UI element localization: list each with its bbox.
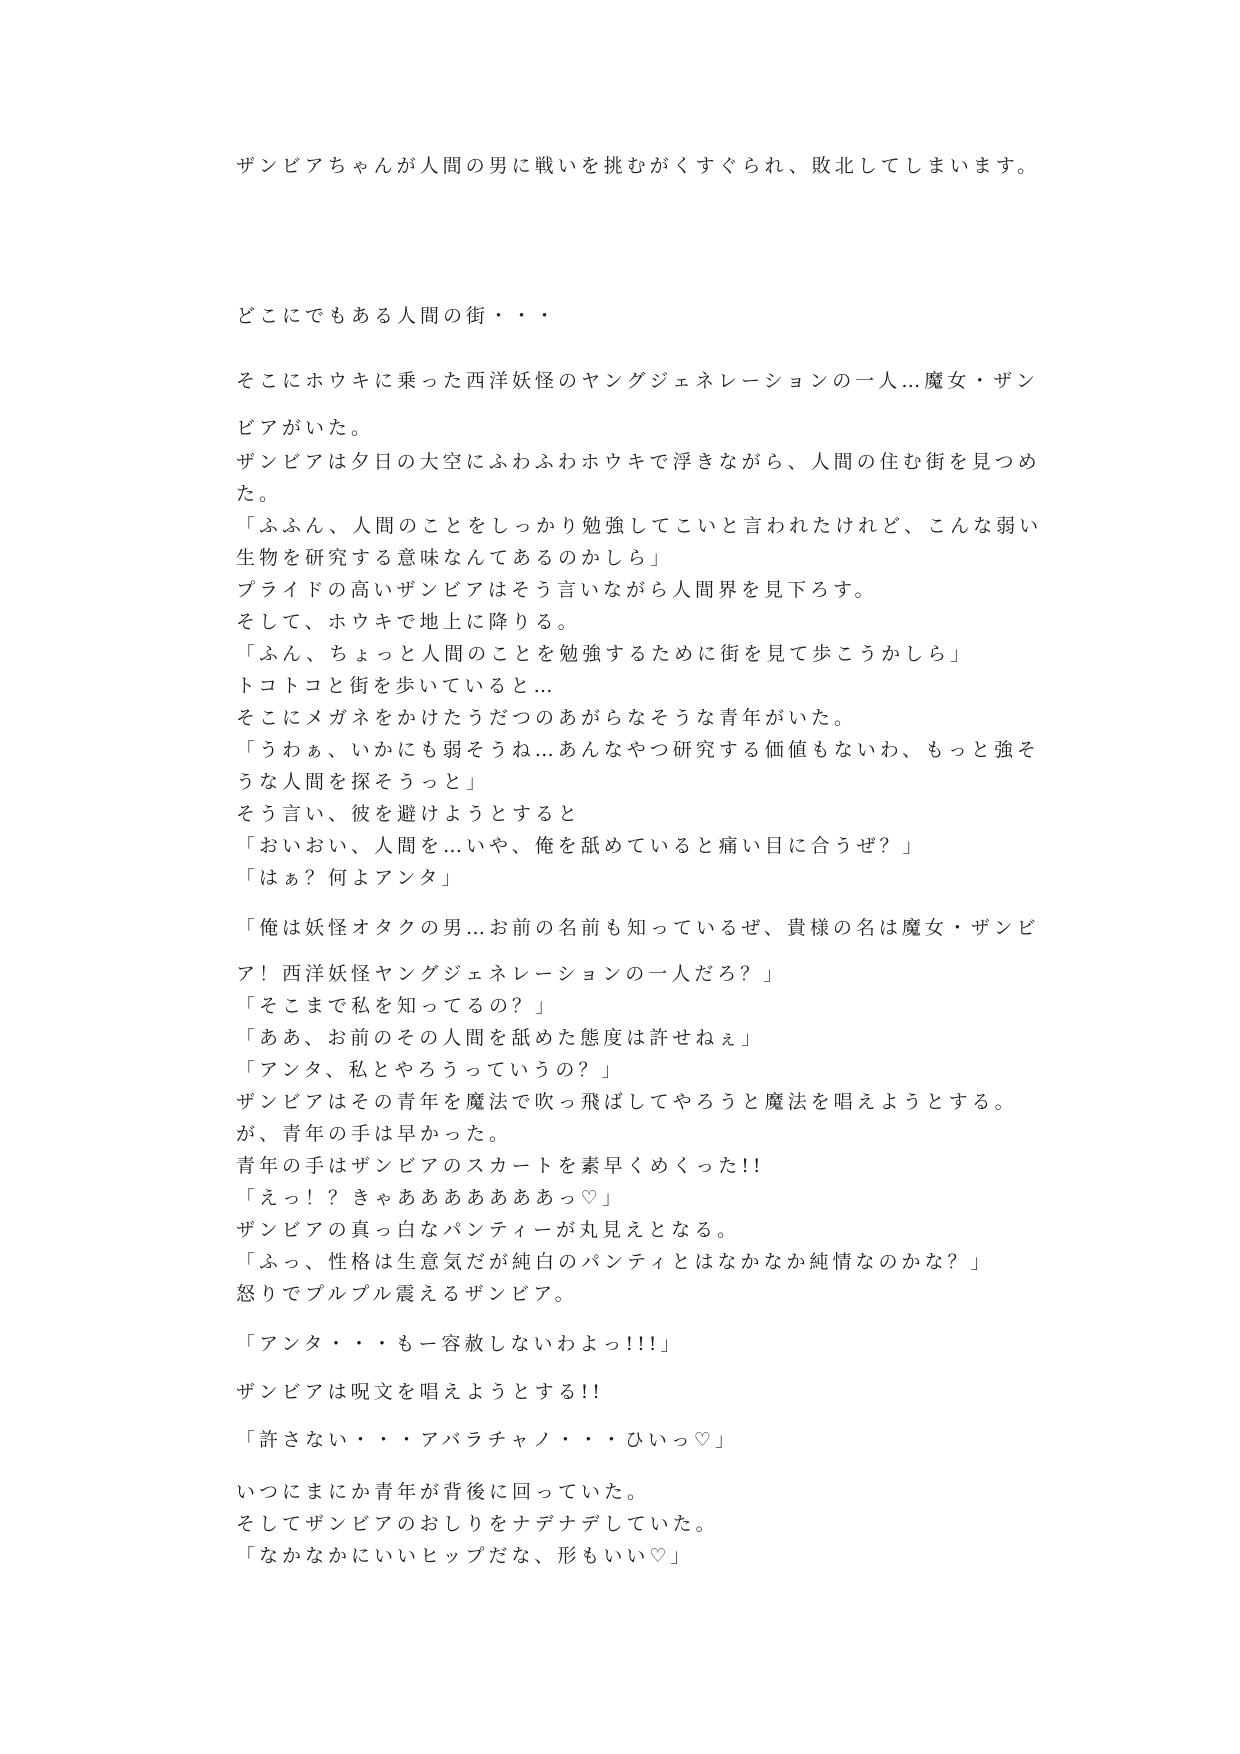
story-line: 「アンタ・・・もー容赦しないわよっ!!!」 [236, 1333, 684, 1355]
story-line: 「ふっ、性格は生意気だが純白のパンティとはなかなか純情なのかな？」 [236, 1251, 994, 1273]
story-line: そこにメガネをかけたうだつのあがらなそうな青年がいた。 [236, 707, 858, 729]
story-line: 怒りでプルプル震えるザンビア。 [236, 1283, 578, 1305]
story-line: どこにでもある人間の街・・・ [236, 305, 559, 327]
story-line: 青年の手はザンビアのスカートを素早くめくった!! [236, 1155, 765, 1177]
story-line: 「ああ、お前のその人間を舐めた態度は許せねぇ」 [236, 1027, 765, 1049]
story-line: 「うわぁ、いかにも弱そうね…あんなやつ研究する価値もないわ、もっと強そ [236, 739, 1041, 761]
story-line: 「ふふん、人間のことをしっかり勉強してこいと言われたけれど、こんな弱い [236, 515, 1043, 537]
story-line: 「おいおい、人間を…いや、俺を舐めていると痛い目に合うぜ？」 [236, 835, 926, 857]
story-line: ア！西洋妖怪ヤングジェネレーションの一人だろ？」 [236, 963, 787, 985]
story-line: が、青年の手は早かった。 [236, 1123, 513, 1145]
story-line: そう言い、彼を避けようとすると [236, 803, 582, 825]
story-line: ザンビアの真っ白なパンティーが丸見えとなる。 [236, 1219, 741, 1241]
story-line: そして、ホウキで地上に降りる。 [236, 611, 581, 633]
story-line: そこにホウキに乗った西洋妖怪のヤングジェネレーションの一人…魔女・ザン [236, 370, 1039, 392]
story-line: ザンビアは夕日の大空にふわふわホウキで浮きながら、人間の住む街を見つめ [236, 451, 1041, 473]
story-line: トコトコと街を歩いていると… [236, 675, 557, 697]
story-line: ザンビアはその青年を魔法で吹っ飛ばしてやろうと魔法を唱えようとする。 [236, 1091, 1018, 1113]
story-line: ザンビアは呪文を唱えようとする!! [236, 1381, 604, 1403]
story-line: 「えっ！？きゃあああああああっ♡」 [236, 1187, 625, 1209]
summary-line: ザンビアちゃんが人間の男に戦いを挑むがくすぐられ、敗北してしまいます。 [236, 155, 1041, 177]
story-line: 「なかなかにいいヒップだな、形もいい♡」 [236, 1545, 694, 1567]
story-line: 生物を研究する意味なんてあるのかしら」 [236, 547, 674, 569]
story-line: 「俺は妖怪オタクの男…お前の名前も知っているぜ、貴様の名は魔女・ザンビ [236, 917, 1040, 939]
story-line: プライドの高いザンビアはそう言いながら人間界を見下ろす。 [236, 579, 878, 601]
story-line: 「許さない・・・アバラチャノ・・・ひいっ♡」 [236, 1429, 738, 1451]
summary-text [236, 150, 1041, 182]
story-line: 「ふん、ちょっと人間のことを勉強するために街を見て歩こうかしら」 [236, 643, 974, 665]
story-line: そしてザンビアのおしりをナデナデしていた。 [236, 1513, 719, 1535]
story-line: た。 [236, 483, 283, 505]
story-line: 「そこまで私を知ってるの？」 [236, 995, 559, 1017]
story-line: いつにまにか青年が背後に回っていた。 [236, 1481, 651, 1503]
story-line: うな人間を探そうっと」 [236, 771, 490, 793]
story-line: ビアがいた。 [236, 417, 375, 439]
story-line: 「はぁ？何よアンタ」 [236, 867, 465, 889]
story-line: 「アンタ、私とやろうっていうの？」 [236, 1059, 625, 1081]
